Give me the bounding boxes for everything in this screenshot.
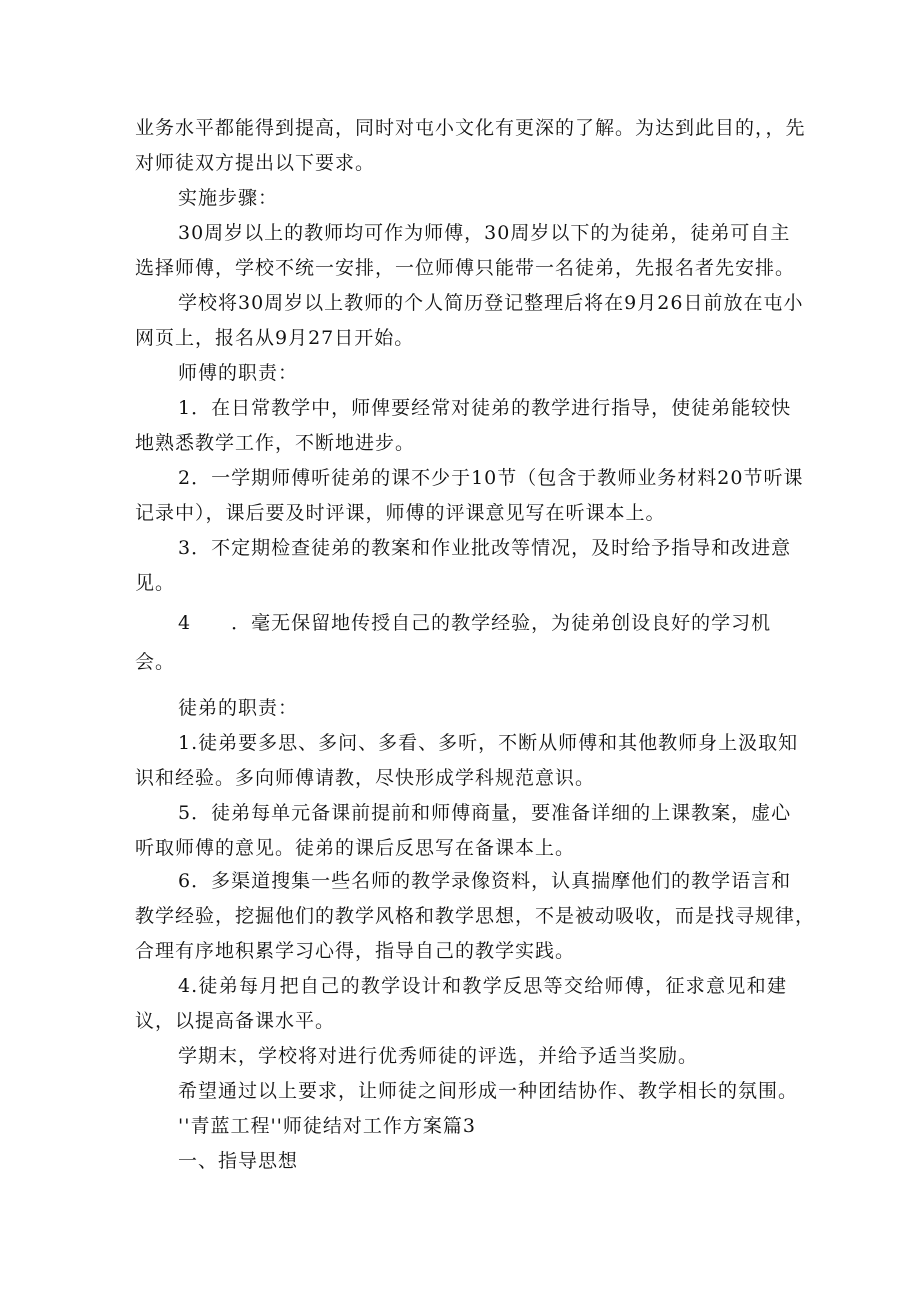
section-heading-apprentice-duties: 徒弟的职责：: [178, 697, 299, 719]
text-line-25: 4.徒弟每月把自己的教学设计和教学反思等交给师傅，征求意见和建: [178, 975, 787, 997]
text-line-7: 网页上，报名从9月27日开始。: [135, 327, 415, 349]
text-line-1: 业务水平都能得到提高，同时对屯小文化有更深的了解。为达到此目的，，先: [135, 117, 806, 139]
text-line-11: 2．一学期师傅听徒弟的课不少于10节（包含于教师业务材料20节听课: [178, 467, 804, 489]
text-line-10: 地熟悉教学工作，不断地进步。: [135, 432, 416, 454]
text-line-9: 1．在日常教学中，师俾要经常对徒弟的教学进行指导，使徒弟能较快: [178, 397, 792, 419]
text-line-6: 学校将30周岁以上教师的个人简历登记整理后将在9月26日前放在屯小: [178, 292, 804, 314]
text-line-15: 4 ．毫无保留地传授自己的教学经验，为徒弟创设良好的学习机: [178, 612, 772, 634]
text-line-23: 教学经验，挖掘他们的教学风格和教学思想，不是被动吸收，而是找寻规律，: [135, 905, 816, 927]
text-line-2: 对师徒双方提出以下要求。: [135, 152, 376, 174]
text-line-19: 识和经验。多向师傅请教，尽快形成学科规范意识。: [135, 767, 596, 789]
text-line-16: 会。: [135, 651, 176, 673]
text-line-28: 希望通过以上要求，让师徒之间形成一种团结协作、教学相长的氛围。: [178, 1080, 799, 1102]
text-line-5: 选择师傅，学校不统一安排，一位师傅只能带一名徒弟，先报名者先安排。: [135, 257, 796, 279]
section-heading-guiding-ideology: 一、指导思想: [178, 1150, 299, 1172]
text-line-22: 6．多渠道搜集一些名师的教学录像资料，认真揣摩他们的教学语言和: [178, 870, 792, 892]
text-line-4: 30周岁以上的教师均可作为师傅，30周岁以下的为徒弟，徒弟可自主: [178, 222, 791, 244]
text-line-12: 记录中），课后要及时评课，师傅的评课意见写在听课本上。: [135, 502, 666, 524]
text-line-14: 见。: [135, 572, 176, 594]
text-line-20: 5．徒弟每单元备课前提前和师傅商量，要准备详细的上课教案，虚心: [178, 802, 792, 824]
text-line-18: 1.徒弟要多思、多问、多看、多听，不断从师傅和其他教师身上汲取知: [178, 732, 799, 754]
section-heading-mentor-duties: 师傅的职责：: [178, 362, 299, 384]
section-heading-steps: 实施步骤：: [178, 187, 279, 209]
text-line-13: 3．不定期检查徒弟的教案和作业批改等情况，及时给予指导和改进意: [178, 537, 792, 559]
text-line-26: 议，以提高备课水平。: [135, 1010, 336, 1032]
section-title-plan-3: ''青蓝工程''师徒结对工作方案篇3: [178, 1115, 476, 1137]
text-line-21: 听取师傅的意见。徒弟的课后反思写在备课本上。: [135, 837, 576, 859]
text-line-24: 合理有序地积累学习心得，指导自己的教学实践。: [135, 940, 576, 962]
text-line-27: 学期末，学校将对进行优秀师徒的评选，并给予适当奖励。: [178, 1045, 699, 1067]
